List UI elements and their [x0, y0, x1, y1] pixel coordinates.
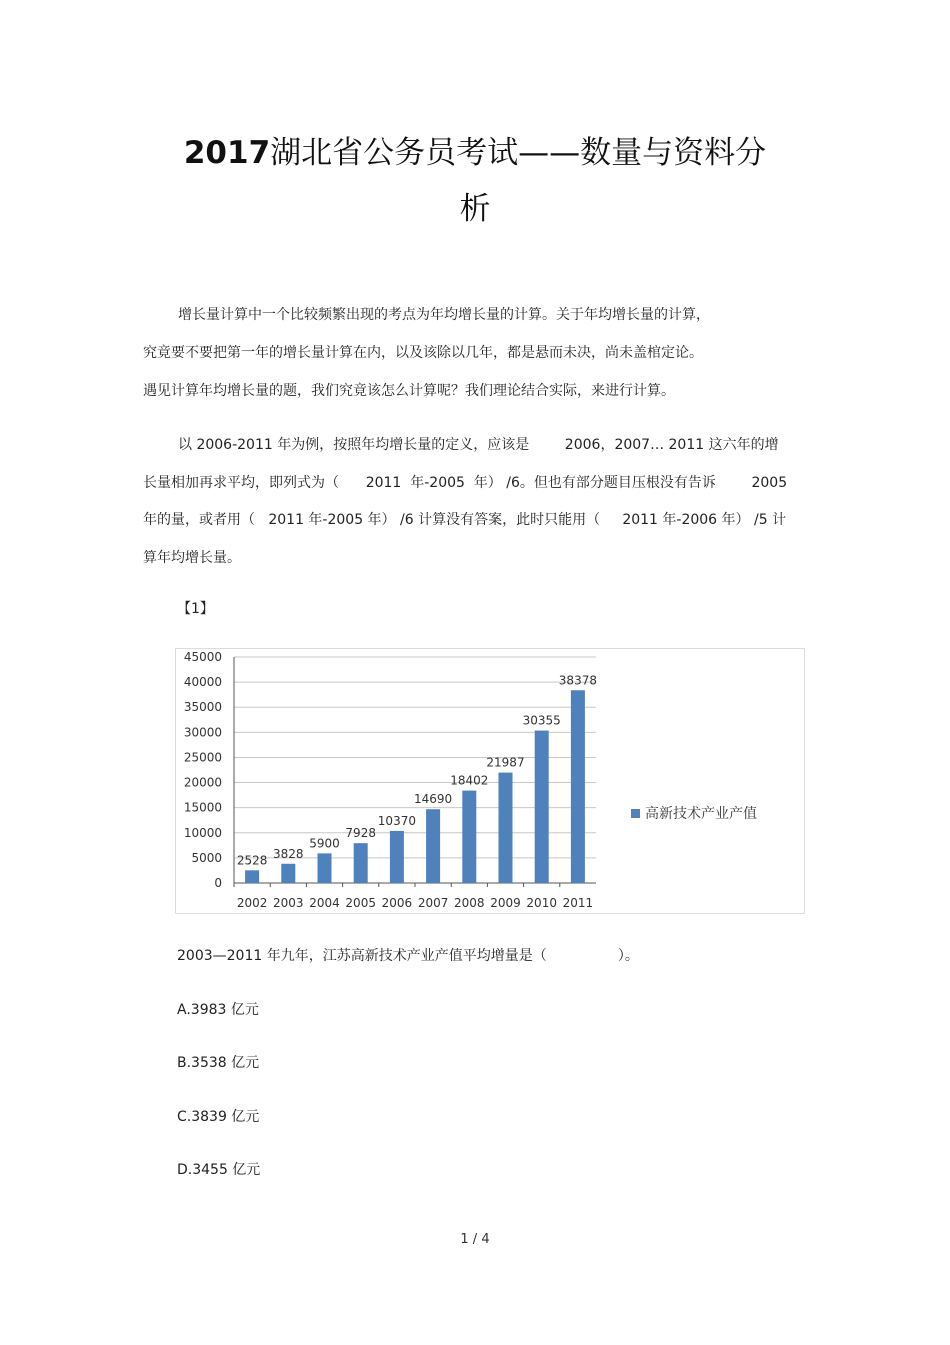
data-label: 7928	[345, 826, 376, 841]
x-tick-label: 2005	[345, 896, 376, 910]
data-label: 3828	[273, 846, 304, 861]
question-text: 2003—2011 年九年，江苏高新技术产业产值平均增量是（ ）。	[177, 948, 639, 964]
intro-line: 究竟要不要把第一年的增长量计算在内，以及该除以几年，都是悬而未决，尚未盖棺定论。	[143, 345, 703, 361]
chart-svg	[176, 649, 804, 913]
example-paragraph	[143, 434, 808, 574]
option-a: A.3983 亿元	[177, 1002, 259, 1018]
y-tick-label: 35000	[183, 700, 222, 715]
bar	[245, 870, 259, 883]
x-tick-label: 2004	[309, 896, 340, 910]
bar	[354, 843, 368, 883]
y-tick-label: 15000	[183, 800, 222, 815]
intro-line: 遇见计算年均增长量的题，我们究竟该怎么计算呢？我们理论结合实际，来进行计算。	[143, 383, 675, 399]
data-label: 21987	[486, 755, 525, 770]
data-label: 18402	[450, 773, 489, 788]
bar-chart	[175, 648, 805, 914]
page-number: 1 / 4	[460, 1232, 490, 1247]
bar	[390, 831, 404, 883]
intro-paragraph	[143, 304, 808, 404]
page-title-line2: 析	[459, 191, 491, 227]
bar	[318, 853, 332, 883]
example-line: 以 2006-2011 年为例，按照年均增长量的定义，应该是 2006，2007… 2011 这六年的增	[178, 437, 779, 453]
y-tick-label: 0	[214, 876, 222, 890]
data-label: 2528	[236, 853, 268, 868]
bar	[281, 864, 295, 883]
y-tick-label: 40000	[183, 675, 222, 690]
title-year: 2017	[183, 135, 271, 171]
bar	[499, 773, 513, 883]
example-line: 长量相加再求平均，即列式为（ 2011 年-2005 年） /6。但也有部分题目压根没有告诉 2005	[143, 475, 788, 491]
option-c: C.3839 亿元	[177, 1109, 260, 1125]
data-label: 30355	[522, 713, 561, 728]
option-b: B.3538 亿元	[177, 1055, 260, 1071]
bar	[426, 809, 440, 883]
title-text: 湖北省公务员考试——数量与资料分	[270, 135, 767, 171]
example-line: 算年均增长量。	[143, 550, 241, 566]
page-title-line1	[0, 126, 950, 180]
x-tick-label: 2007	[417, 896, 449, 910]
x-tick-label: 2006	[381, 896, 413, 910]
y-tick-label: 20000	[183, 775, 222, 790]
x-tick-label: 2011	[562, 896, 594, 910]
example-line: 年的量，或者用（ 2011 年-2005 年） /6 计算没有答案，此时只能用（ 2011 年-2006 年） /5 计	[143, 512, 787, 528]
intro-line: 增长量计算中一个比较频繁出现的考点为年均增长量的计算。关于年均增长量的计算，	[178, 307, 710, 323]
option-d: D.3455 亿元	[177, 1162, 261, 1178]
y-tick-label: 45000	[183, 650, 222, 664]
legend-swatch	[631, 809, 640, 818]
x-tick-label: 2002	[236, 896, 268, 910]
data-label: 10370	[377, 813, 416, 828]
bar	[462, 791, 476, 883]
bar	[571, 690, 585, 883]
x-tick-label: 2008	[454, 896, 485, 910]
y-tick-label: 10000	[183, 825, 222, 840]
y-tick-label: 5000	[191, 850, 222, 865]
y-tick-label: 25000	[183, 750, 222, 765]
y-tick-label: 30000	[183, 725, 222, 740]
data-label: 38378	[558, 673, 597, 688]
x-tick-label: 2009	[490, 896, 521, 910]
x-tick-label: 2010	[526, 896, 557, 910]
bar	[535, 731, 549, 883]
question-number: 【1】	[177, 601, 214, 617]
legend-label: 高新技术产业产值	[645, 806, 757, 822]
data-label: 14690	[414, 792, 453, 807]
data-label: 5900	[309, 836, 340, 851]
x-tick-label: 2003	[273, 896, 304, 910]
